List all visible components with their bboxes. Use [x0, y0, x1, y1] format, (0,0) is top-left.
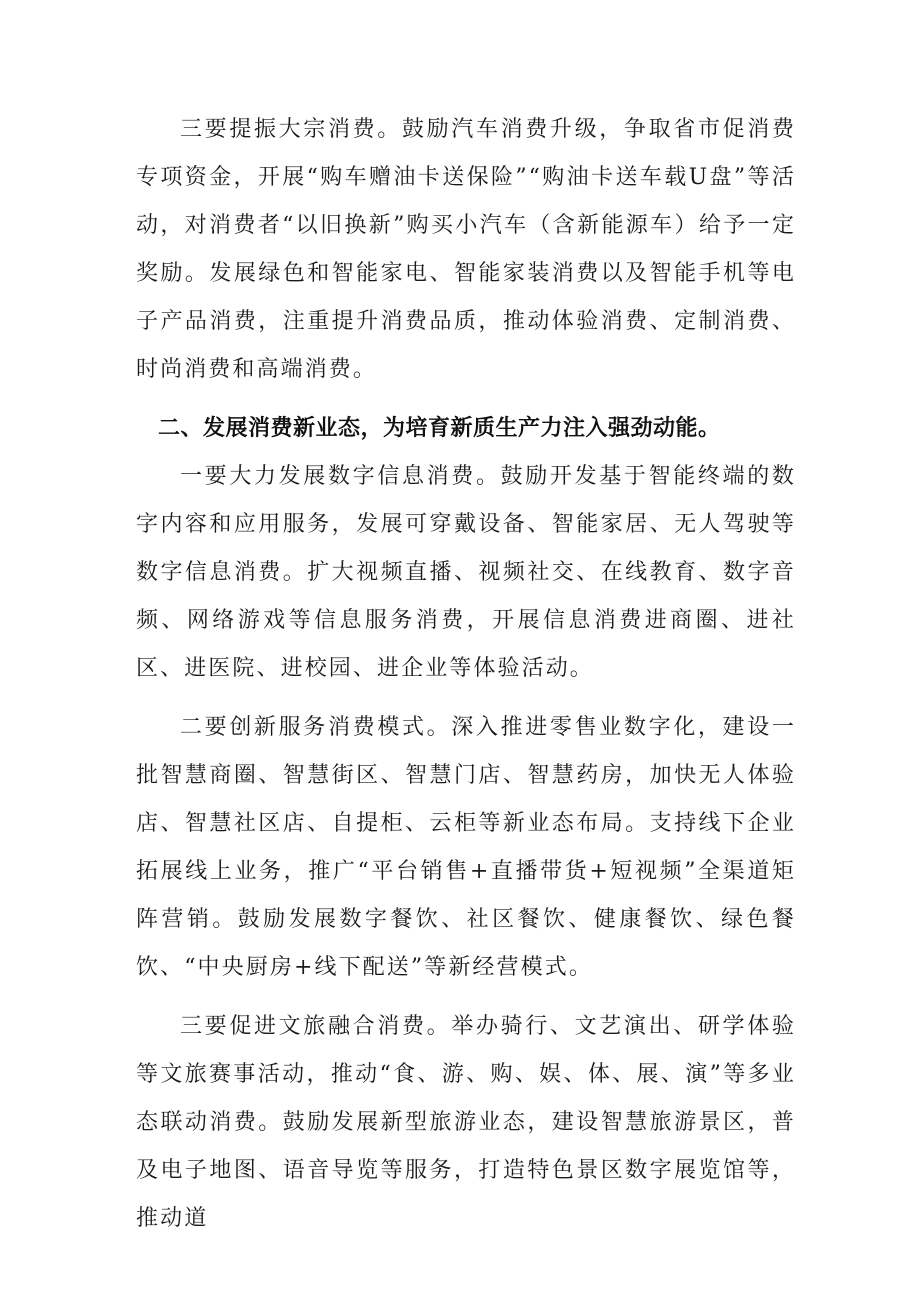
paragraph-service-consumption: 二要创新服务消费模式。深入推进零售业数字化，建设一批智慧商圈、智慧街区、智慧门店、智慧药房，加快无人体验店、智慧社区店、自提柜、云柜等新业态布局。支持线下企业拓展线上业务，推广“平台销售+直播带货+短视频”全渠道矩阵营销。鼓励发展数字餐饮、社区餐饮、健康餐饮、绿色餐饮、“中央厨房+线下配送”等新经营模式。 [136, 715, 796, 980]
paragraph-culture-tourism: 三要促进文旅融合消费。举办骑行、文艺演出、研学体验等文旅赛事活动，推动“食、游、购、娱、体、展、演”等多业态联动消费。鼓励发展新型旅游业态，建设智慧旅游景区，普及电子地图、语音导览等服务，打造特色景区数字展览馆等，推动道 [136, 1014, 796, 1231]
document-body [136, 106, 796, 1243]
paragraph-digital-consumption: 一要大力发展数字信息消费。鼓励开发基于智能终端的数字内容和应用服务，发展可穿戴设备、智能家居、无人驾驶等数字信息消费。扩大视频直播、视频社交、在线教育、数字音频、网络游戏等信息服务消费，开展信息消费进商圈、进社区、进医院、进校园、进企业等体验活动。 [136, 464, 796, 681]
paragraph-bulk-consumption: 三要提振大宗消费。鼓励汽车消费升级，争取省市促消费专项资金，开展“购车赠油卡送保险”“购油卡送车载U盘”等活动，对消费者“以旧换新”购买小汽车（含新能源车）给予一定奖励。发展绿色和智能家电、智能家装消费以及智能手机等电子产品消费，注重提升消费品质，推动体验消费、定制消费、时尚消费和高端消费。 [136, 117, 796, 382]
section-heading-new-formats: 二、发展消费新业态，为培育新质生产力注入强劲动能。 [158, 416, 721, 441]
